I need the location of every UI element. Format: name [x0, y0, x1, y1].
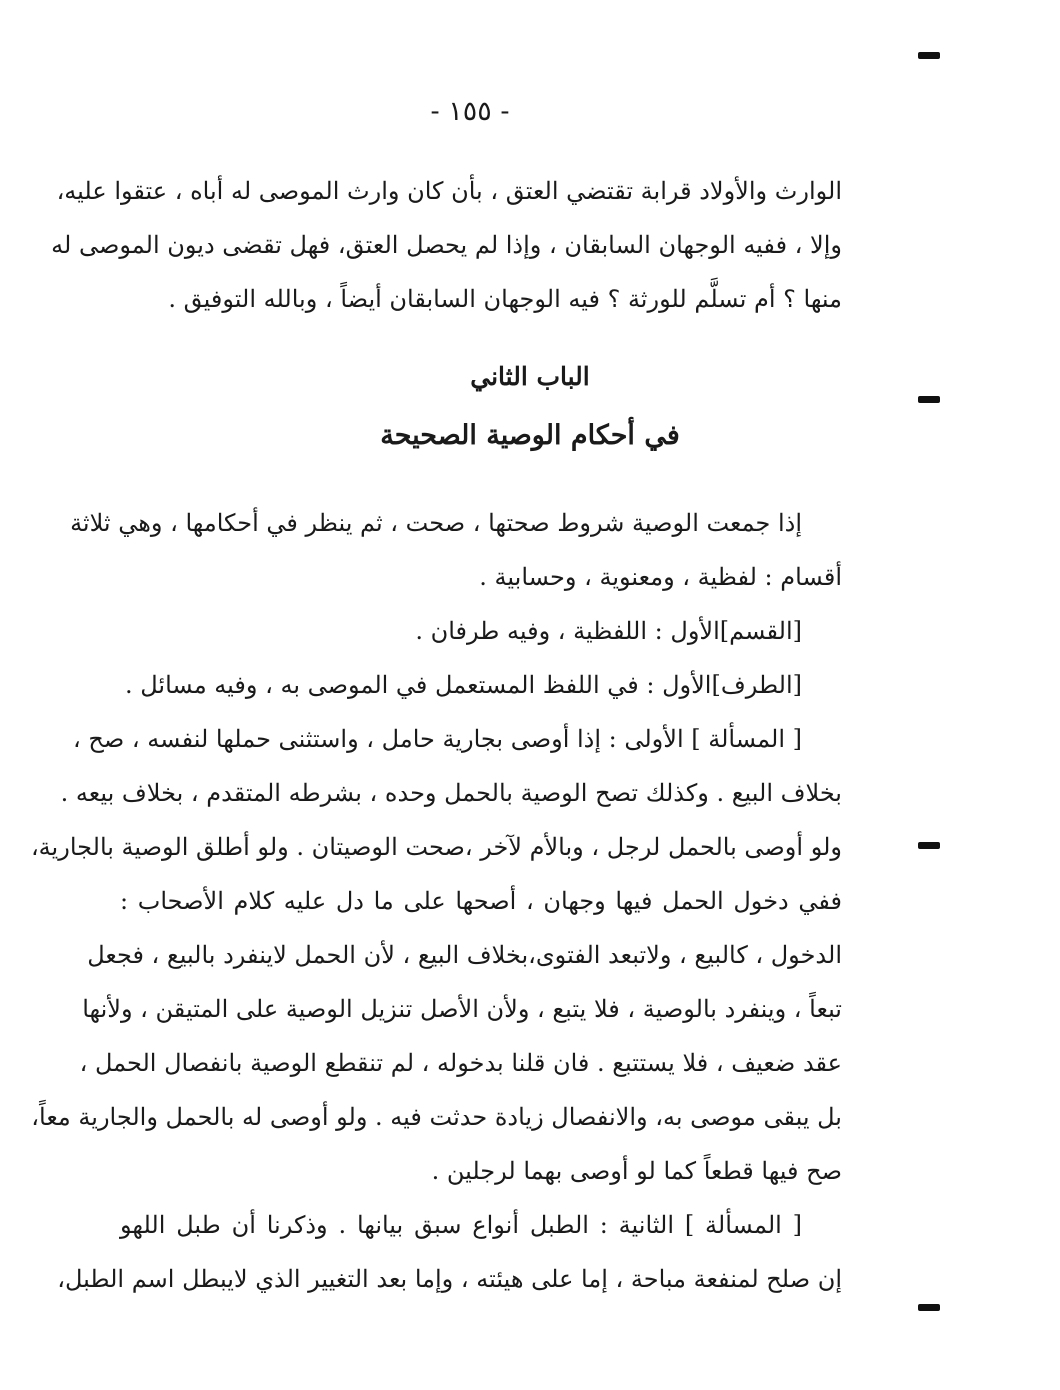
text-line: تبعاً ، وينفرد بالوصية ، فلا يتبع ، ولأن الأصل تنزيل الوصية على المتيقن ، ولأنها — [82, 995, 842, 1023]
chapter-body — [30, 496, 842, 1306]
chapter-title: في أحكام الوصية الصحيحة — [380, 420, 680, 451]
text-line: إذا جمعت الوصية شروط صحتها ، صحت ، ثم ينظر في أحكامها ، وهي ثلاثة — [70, 509, 802, 537]
text-line: وإلا ، ففيه الوجهان السابقان ، وإذا لم يحصل العتق، فهل تقضى ديون الموصى له — [51, 231, 842, 259]
scan-edge-mark — [918, 842, 940, 849]
text-line: صح فيها قطعاً كما لو أوصى بهما لرجلين . — [431, 1157, 842, 1185]
text-line: ففي دخول الحمل فيها وجهان ، أصحها على ما دل عليه كلام الأصحاب : — [120, 887, 842, 915]
section-heading-line: [الطرف]الأول : في اللفظ المستعمل في الموصى به ، وفيه مسائل . — [124, 671, 802, 699]
scan-edge-mark — [918, 396, 940, 403]
scan-edge-mark — [918, 1304, 940, 1311]
text-line: منها ؟ أم تسلَّم للورثة ؟ فيه الوجهان السابقان أيضاً ، وبالله التوفيق . — [168, 285, 842, 313]
text-line: [ المسألة ] الثانية : الطبل أنواع سبق بيانها . وذكرنا أن طبل اللهو — [120, 1211, 802, 1239]
text-line: إن صلح لمنفعة مباحة ، إما على هيئته ، وإما بعد التغيير الذي لايبطل اسم الطبل، — [57, 1265, 842, 1293]
text-line: بخلاف البيع . وكذلك تصح الوصية بالحمل وحده ، بشرطه المتقدم ، بخلاف بيعه . — [60, 779, 842, 807]
text-line: أقسام : لفظية ، ومعنوية ، وحسابية . — [479, 563, 842, 591]
text-line: الدخول ، كالبيع ، ولاتبعد الفتوى،بخلاف البيع ، لأن الحمل لاينفرد بالبيع ، فجعل — [87, 941, 842, 969]
scan-edge-mark — [918, 52, 940, 59]
page-number: - ١٥٥ - — [430, 96, 510, 127]
chapter-heading: الباب الثاني — [470, 362, 590, 391]
text-line: بل يبقى موصى به، والانفصال زيادة حدثت فيه . ولو أوصى له بالحمل والجارية معاً، — [31, 1103, 842, 1131]
text-line: [ المسألة ] الأولى : إذا أوصى بجارية حامل ، واستثنى حملها لنفسه ، صح ، — [73, 725, 802, 753]
text-line: ولو أوصى بالحمل لرجل ، وبالأم لآخر ،صحت الوصيتان . ولو أطلق الوصية بالجارية، — [30, 833, 842, 861]
opening-paragraph — [51, 164, 842, 326]
text-line: عقد ضعيف ، فلا يستتبع . فان قلنا بدخوله ، لم تنقطع الوصية بانفصال الحمل ، — [79, 1049, 842, 1077]
section-heading-line: [القسم]الأول : اللفظية ، وفيه طرفان . — [415, 617, 802, 645]
text-line: الوارث والأولاد قرابة تقتضي العتق ، بأن كان وارث الموصى له أباه ، عتقوا عليه، — [56, 177, 842, 205]
